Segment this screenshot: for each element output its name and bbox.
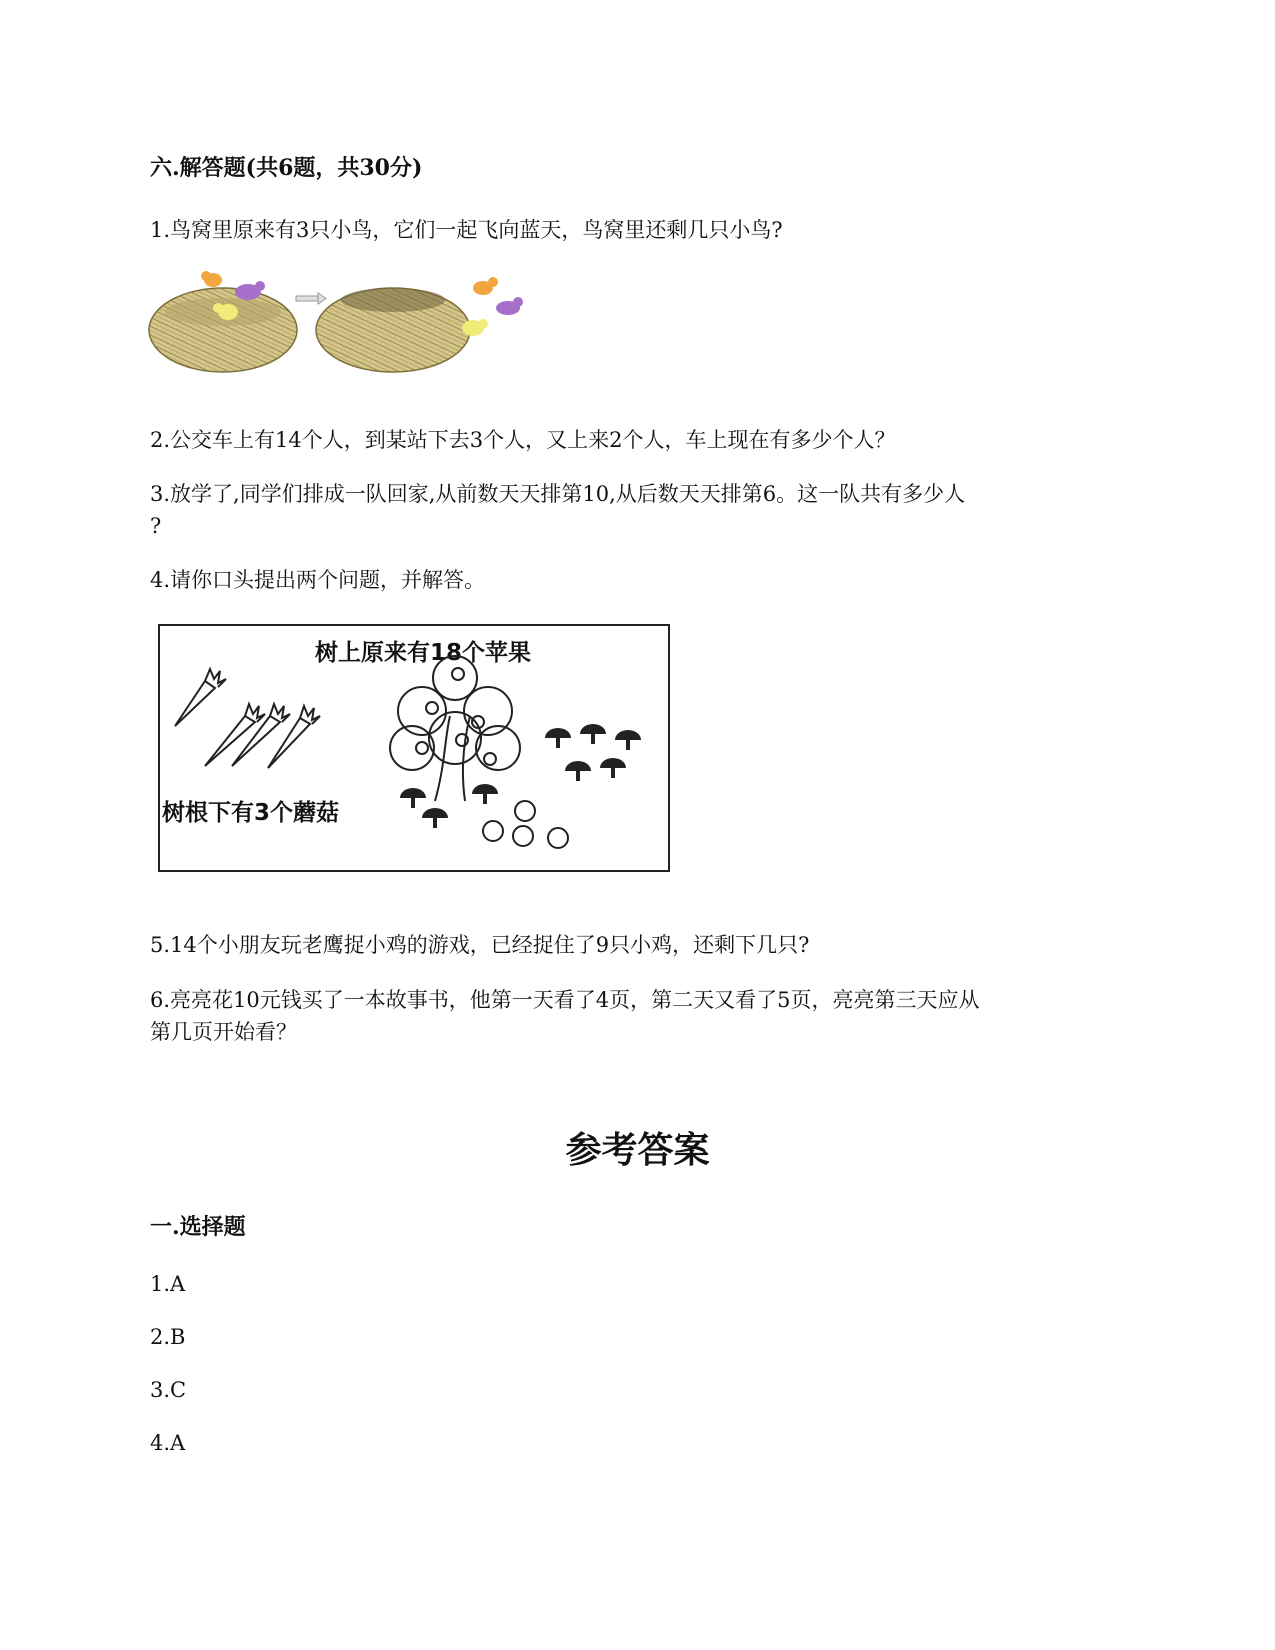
answer-item: 3.C — [150, 1378, 187, 1402]
question-6-line-2: 第几页开始看？ — [150, 1020, 297, 1044]
question-5: 5.14个小朋友玩老鹰捉小鸡的游戏，已经捉住了9只小鸡，还剩下几只? — [150, 933, 810, 957]
question-4: 4.请你口头提出两个问题，并解答。 — [150, 568, 486, 592]
bird-nest-illustration — [148, 270, 548, 380]
carrots-icon — [175, 669, 320, 768]
flying-bird-purple-icon — [496, 297, 523, 315]
answer-item: 4.A — [150, 1431, 186, 1455]
answer-section-1-title: 一.选择题 — [150, 1214, 246, 1240]
answer-item: 2.B — [150, 1325, 186, 1349]
answer-item: 1.A — [150, 1272, 186, 1296]
tree-figure — [158, 624, 670, 872]
fallen-apples-icon — [483, 801, 568, 848]
flying-bird-orange-icon — [473, 277, 498, 295]
question-3-line-2: ? — [150, 514, 162, 538]
figure-drawing — [160, 626, 668, 870]
answer-heading: 参考答案 — [565, 1129, 710, 1171]
question-3-line-1: 3.放学了,同学们排成一队回家,从前数天天排第10,从后数天天排第6。这一队共有多少人 — [150, 482, 966, 506]
section-title: 六.解答题(共6题，共30分) — [150, 155, 423, 181]
nest-right-icon — [316, 288, 470, 372]
nest-left-icon — [149, 288, 297, 372]
bird-orange-icon — [201, 271, 222, 287]
question-6-line-1: 6.亮亮花10元钱买了一本故事书，他第一天看了4页，第二天又看了5页，亮亮第三天应从 — [150, 988, 980, 1012]
question-1: 1.鸟窝里原来有3只小鸟，它们一起飞向蓝天，鸟窝里还剩几只小鸟? — [150, 218, 783, 242]
question-2: 2.公交车上有14个人，到某站下去3个人，又上来2个人，车上现在有多少个人？ — [150, 428, 896, 452]
arrow-icon — [296, 293, 326, 304]
figure-caption-top: 树上原来有18个苹果 — [315, 640, 532, 666]
figure-caption-bottom: 树根下有3个蘑菇 — [162, 800, 340, 826]
apple-tree-icon — [390, 656, 520, 801]
mushrooms-icon — [400, 724, 641, 828]
